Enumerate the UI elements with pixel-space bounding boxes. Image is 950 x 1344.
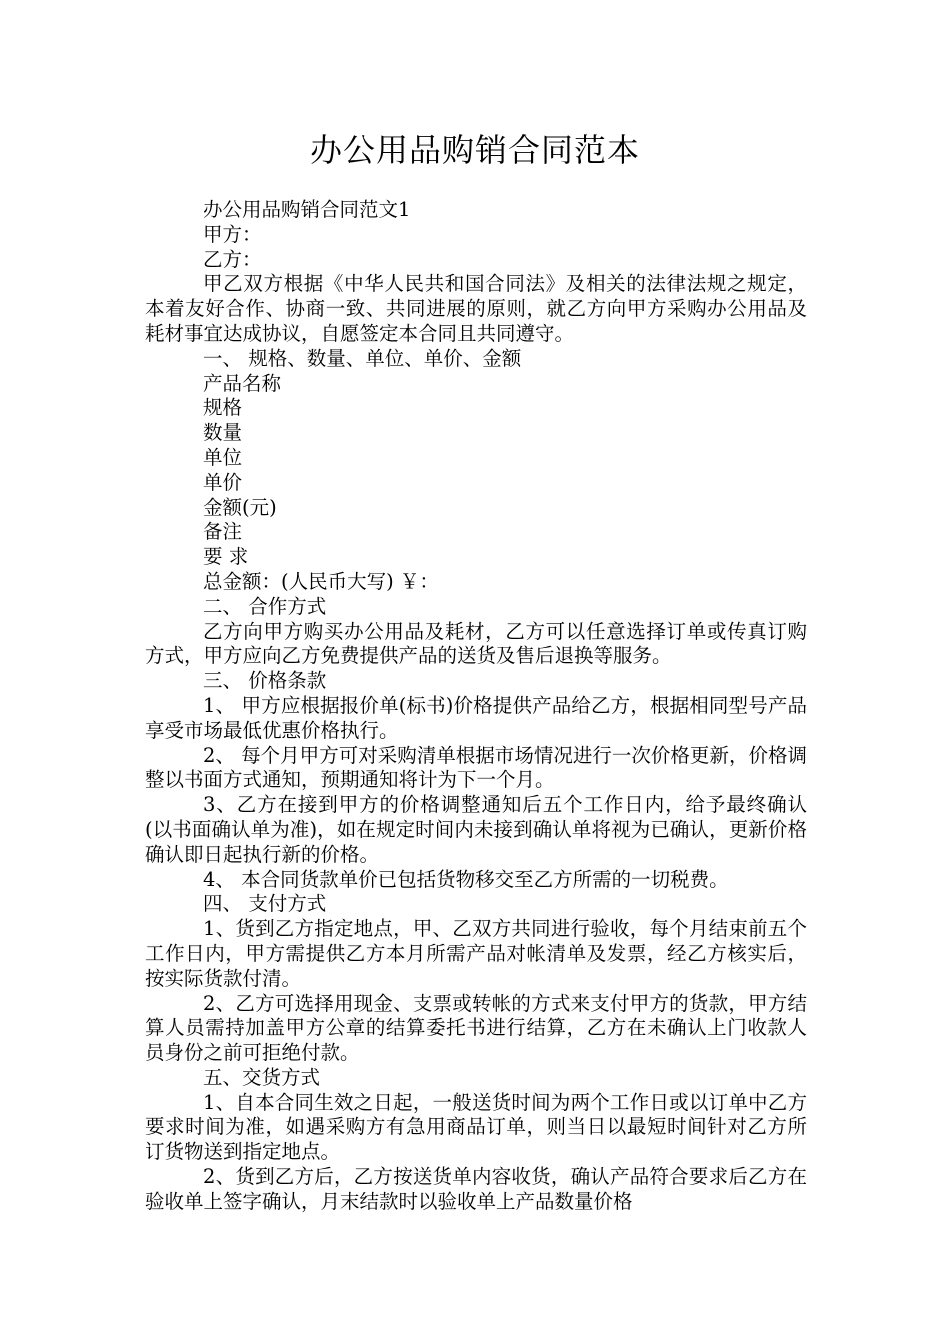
field-spec: 规格 [203, 396, 243, 420]
paragraph-price-3: 3、乙方在接到甲方的价格调整通知后五个工作日内，给予最终确认(以书面确认单为准)，如在规定时间内未接到确认单将视为已确认，更新价格确认即日起执行新的价格。 [145, 793, 807, 866]
field-unit-price: 单价 [203, 470, 243, 494]
section-heading-2: 二、 合作方式 [203, 594, 327, 618]
paragraph-price-2: 2、 每个月甲方可对采购清单根据市场情况进行一次价格更新，价格调整以书面方式通知，预期通知将计为下一个月。 [145, 743, 807, 792]
paragraph-cooperation: 乙方向甲方购买办公用品及耗材，乙方可以任意选择订单或传真订购方式，甲方应向乙方免费提供产品的送货及售后退换等服务。 [145, 619, 807, 668]
paragraph-party-b: 乙方： [203, 247, 262, 271]
paragraph-delivery-1: 1、自本合同生效之日起，一般送货时间为两个工作日或以订单中乙方要求时间为准，如遇采购方有急用商品订单，则当日以最短时间针对乙方所订货物送到指定地点。 [145, 1090, 807, 1164]
paragraph-party-a: 甲方： [203, 222, 262, 246]
section-heading-3: 三、 价格条款 [203, 669, 327, 693]
paragraph-delivery-2: 2、货到乙方后，乙方按送货单内容收货，确认产品符合要求后乙方在验收单上签字确认，月末结款时以验收单上产品数量价格 [145, 1165, 807, 1213]
document-body [145, 198, 807, 1215]
section-heading-5: 五、交货方式 [203, 1065, 321, 1089]
section-heading-1: 一、 规格、数量、单位、单价、金额 [203, 346, 522, 370]
field-requirement: 要 求 [203, 545, 249, 569]
paragraph-price-1: 1、 甲方应根据报价单(标书)价格提供产品给乙方，根据相同型号产品享受市场最低优惠价格执行。 [145, 693, 807, 742]
paragraph-payment-1: 1、货到乙方指定地点，甲、乙双方共同进行验收，每个月结束前五个工作日内，甲方需提供乙方本月所需产品对帐清单及发票，经乙方核实后，按实际货款付清。 [145, 917, 807, 990]
paragraph-subtitle: 办公用品购销合同范文1 [203, 198, 411, 221]
paragraph-payment-2: 2、乙方可选择用现金、支票或转帐的方式来支付甲方的货款，甲方结算人员需持加盖甲方公章的结算委托书进行结算，乙方在未确认上门收款人员身份之前可拒绝付款。 [145, 991, 807, 1065]
paragraph-price-4: 4、 本合同货款单价已包括货物移交至乙方所需的一切税费。 [203, 867, 729, 891]
field-amount: 金额(元) [203, 495, 277, 519]
section-heading-4: 四、 支付方式 [203, 892, 327, 916]
document-title: 办公用品购销合同范本 [309, 131, 640, 169]
field-product-name: 产品名称 [203, 371, 282, 395]
field-quantity: 数量 [203, 421, 243, 445]
paragraph-preamble: 甲乙双方根据《中华人民共和国合同法》及相关的法律法规之规定，本着友好合作、协商一致、共同进展的原则，就乙方向甲方采购办公用品及耗材事宜达成协议，自愿签定本合同且共同遵守。 [145, 272, 807, 345]
field-remark: 备注 [203, 520, 243, 544]
field-unit: 单位 [203, 445, 243, 469]
field-total-amount: 总金额：(人民币大写) ￥： [203, 569, 439, 593]
